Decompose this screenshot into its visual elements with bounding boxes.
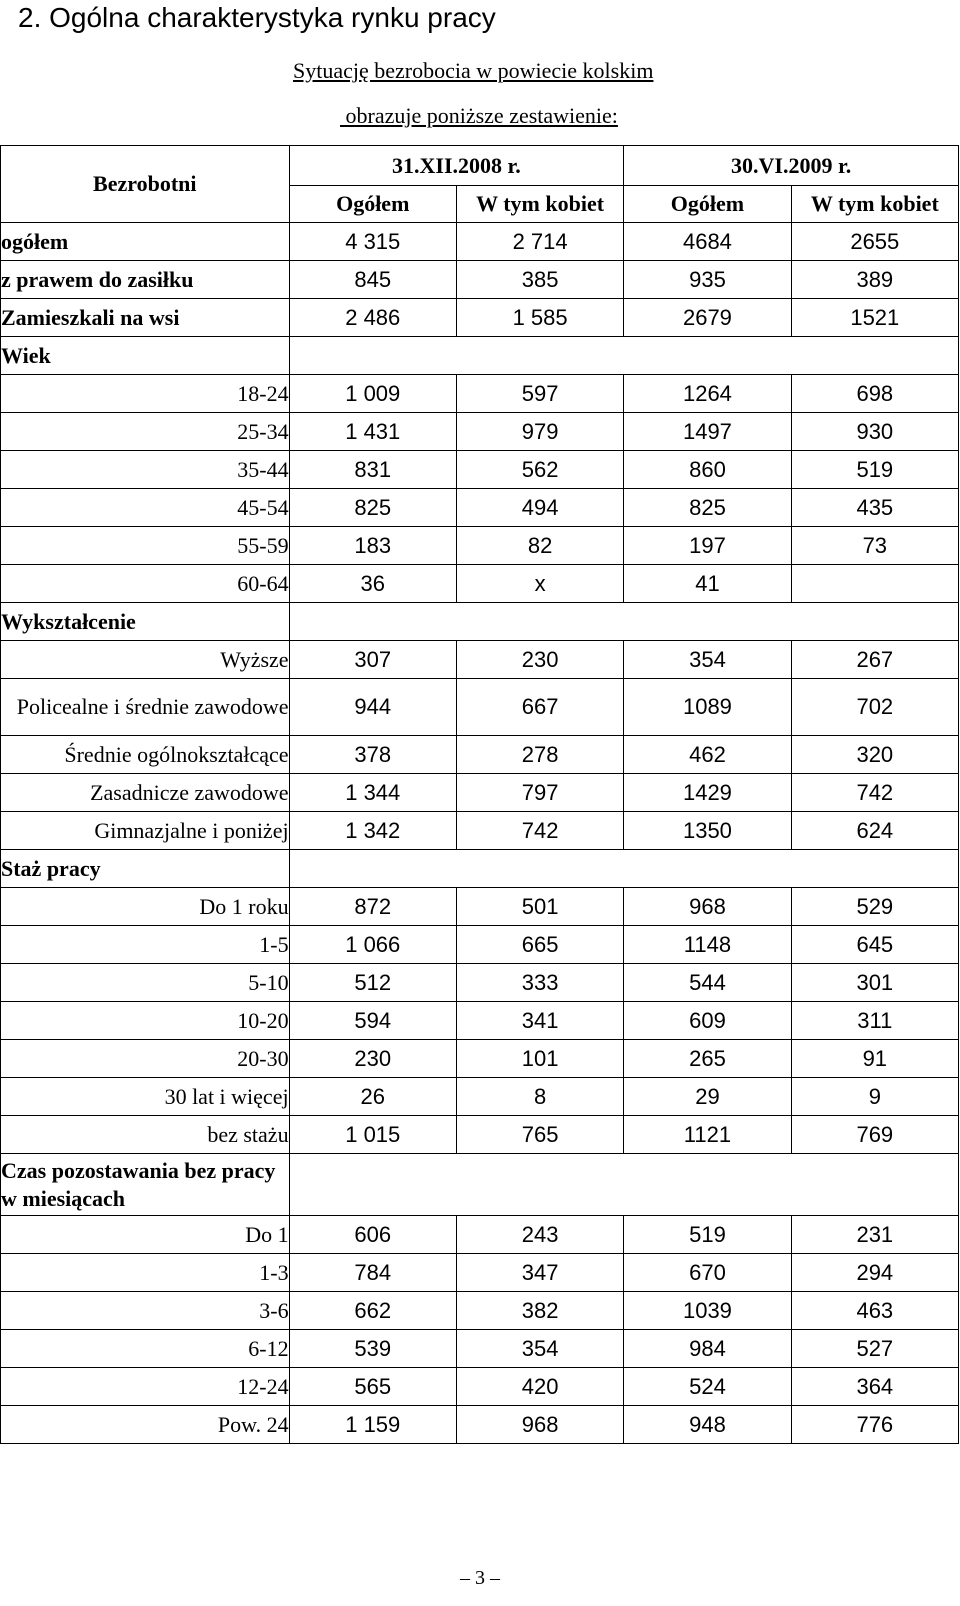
value-cell: 354 [624, 641, 791, 679]
row-label: bez stażu [1, 1116, 290, 1154]
header-period-2009: 30.VI.2009 r. [624, 146, 959, 186]
value-cell: 385 [456, 261, 623, 299]
value-cell: 825 [624, 489, 791, 527]
section-heading: 2. Ogólna charakterystyka rynku pracy [18, 2, 496, 33]
table-row [1, 223, 959, 261]
table-row [1, 1216, 959, 1254]
value-cell: 765 [456, 1116, 623, 1154]
value-cell: 524 [624, 1368, 791, 1406]
table-row [1, 736, 959, 774]
value-cell: 364 [791, 1368, 958, 1406]
page-number: – 3 – [460, 1567, 500, 1589]
value-cell: 776 [791, 1406, 958, 1444]
value-cell: 2 486 [289, 299, 456, 337]
value-cell: 462 [624, 736, 791, 774]
value-cell: 1 342 [289, 812, 456, 850]
table-row [1, 413, 959, 451]
value-cell: 825 [289, 489, 456, 527]
value-cell: 948 [624, 1406, 791, 1444]
value-cell: 230 [456, 641, 623, 679]
subheader-ogolem-2009: Ogółem [624, 186, 791, 223]
intro-line-1: Sytuację bezrobocia w powiecie kolskim [293, 58, 654, 83]
table-row [1, 1254, 959, 1292]
value-cell: 265 [624, 1040, 791, 1078]
row-label: Zasadnicze zawodowe [1, 774, 290, 812]
value-cell: 1039 [624, 1292, 791, 1330]
table-row [1, 679, 959, 736]
value-cell: 501 [456, 888, 623, 926]
value-cell: 378 [289, 736, 456, 774]
value-cell: 1 066 [289, 926, 456, 964]
value-cell: 562 [456, 451, 623, 489]
row-label: 1-3 [1, 1254, 290, 1292]
value-cell: 784 [289, 1254, 456, 1292]
row-label: ogółem [1, 223, 290, 261]
value-cell: 435 [791, 489, 958, 527]
value-cell: 1497 [624, 413, 791, 451]
value-cell: 73 [791, 527, 958, 565]
value-cell [791, 565, 958, 603]
value-cell: 565 [289, 1368, 456, 1406]
value-cell: 29 [624, 1078, 791, 1116]
value-cell: 197 [624, 527, 791, 565]
value-cell: 231 [791, 1216, 958, 1254]
section-empty-cell [289, 603, 958, 641]
value-cell: 645 [791, 926, 958, 964]
value-cell: 984 [624, 1330, 791, 1368]
value-cell: 539 [289, 1330, 456, 1368]
value-cell: 944 [289, 679, 456, 736]
value-cell: 36 [289, 565, 456, 603]
value-cell: 1 344 [289, 774, 456, 812]
value-cell: 665 [456, 926, 623, 964]
subheader-kobiet-2008: W tym kobiet [456, 186, 623, 223]
value-cell: 968 [624, 888, 791, 926]
value-cell: 527 [791, 1330, 958, 1368]
value-cell: 979 [456, 413, 623, 451]
value-cell: 2 714 [456, 223, 623, 261]
value-cell: 1 431 [289, 413, 456, 451]
section-empty-cell [289, 1154, 958, 1216]
table-row [1, 1406, 959, 1444]
value-cell: 1429 [624, 774, 791, 812]
section-row [1, 603, 959, 641]
row-label: 35-44 [1, 451, 290, 489]
section-title: Staż pracy [1, 850, 290, 888]
value-cell: 512 [289, 964, 456, 1002]
row-label: 6-12 [1, 1330, 290, 1368]
value-cell: 1350 [624, 812, 791, 850]
value-cell: 301 [791, 964, 958, 1002]
row-label: 55-59 [1, 527, 290, 565]
header-bezrobotni: Bezrobotni [1, 146, 290, 223]
table-row [1, 489, 959, 527]
value-cell: 670 [624, 1254, 791, 1292]
table-row [1, 565, 959, 603]
subheader-kobiet-2009: W tym kobiet [791, 186, 958, 223]
row-label: Pow. 24 [1, 1406, 290, 1444]
value-cell: 389 [791, 261, 958, 299]
value-cell: 382 [456, 1292, 623, 1330]
row-label: Gimnazjalne i poniżej [1, 812, 290, 850]
header-period-2008: 31.XII.2008 r. [289, 146, 624, 186]
table-row [1, 1078, 959, 1116]
value-cell: 2655 [791, 223, 958, 261]
row-label: 20-30 [1, 1040, 290, 1078]
value-cell: 1264 [624, 375, 791, 413]
value-cell: 742 [791, 774, 958, 812]
value-cell: 769 [791, 1116, 958, 1154]
value-cell: 1 015 [289, 1116, 456, 1154]
value-cell: 872 [289, 888, 456, 926]
value-cell: x [456, 565, 623, 603]
value-cell: 341 [456, 1002, 623, 1040]
value-cell: 354 [456, 1330, 623, 1368]
section-row [1, 337, 959, 375]
table-row [1, 527, 959, 565]
row-label: Policealne i średnie zawodowe [1, 679, 290, 736]
value-cell: 544 [624, 964, 791, 1002]
value-cell: 529 [791, 888, 958, 926]
value-cell: 9 [791, 1078, 958, 1116]
section-title: Czas pozostawania bez pracy w miesiącach [1, 1154, 290, 1216]
value-cell: 1521 [791, 299, 958, 337]
value-cell: 606 [289, 1216, 456, 1254]
table-row [1, 641, 959, 679]
row-label: 18-24 [1, 375, 290, 413]
table-row [1, 812, 959, 850]
row-label: Wyższe [1, 641, 290, 679]
row-label: 45-54 [1, 489, 290, 527]
table-row [1, 1116, 959, 1154]
row-label: z prawem do zasiłku [1, 261, 290, 299]
value-cell: 463 [791, 1292, 958, 1330]
row-label: 10-20 [1, 1002, 290, 1040]
value-cell: 230 [289, 1040, 456, 1078]
value-cell: 243 [456, 1216, 623, 1254]
value-cell: 831 [289, 451, 456, 489]
table-row [1, 299, 959, 337]
value-cell: 1 009 [289, 375, 456, 413]
value-cell: 797 [456, 774, 623, 812]
value-cell: 91 [791, 1040, 958, 1078]
value-cell: 597 [456, 375, 623, 413]
section-title: Wiek [1, 337, 290, 375]
value-cell: 935 [624, 261, 791, 299]
value-cell: 4 315 [289, 223, 456, 261]
value-cell: 311 [791, 1002, 958, 1040]
table-row [1, 451, 959, 489]
value-cell: 333 [456, 964, 623, 1002]
value-cell: 1089 [624, 679, 791, 736]
row-label: 30 lat i więcej [1, 1078, 290, 1116]
table-row [1, 1330, 959, 1368]
value-cell: 2679 [624, 299, 791, 337]
intro-line-2: obrazuje poniższe zestawienie: [340, 103, 618, 128]
row-label: Do 1 roku [1, 888, 290, 926]
value-cell: 1148 [624, 926, 791, 964]
value-cell: 845 [289, 261, 456, 299]
value-cell: 101 [456, 1040, 623, 1078]
section-empty-cell [289, 850, 958, 888]
table-row [1, 926, 959, 964]
section-row [1, 850, 959, 888]
row-label: 5-10 [1, 964, 290, 1002]
section-row [1, 1154, 959, 1216]
table-row [1, 1368, 959, 1406]
value-cell: 594 [289, 1002, 456, 1040]
value-cell: 347 [456, 1254, 623, 1292]
table-row [1, 888, 959, 926]
value-cell: 41 [624, 565, 791, 603]
value-cell: 82 [456, 527, 623, 565]
value-cell: 968 [456, 1406, 623, 1444]
table-row [1, 964, 959, 1002]
value-cell: 320 [791, 736, 958, 774]
value-cell: 26 [289, 1078, 456, 1116]
value-cell: 702 [791, 679, 958, 736]
value-cell: 860 [624, 451, 791, 489]
table-row [1, 1292, 959, 1330]
value-cell: 294 [791, 1254, 958, 1292]
row-label: 3-6 [1, 1292, 290, 1330]
table-row [1, 261, 959, 299]
value-cell: 278 [456, 736, 623, 774]
value-cell: 519 [624, 1216, 791, 1254]
row-label: 12-24 [1, 1368, 290, 1406]
value-cell: 519 [791, 451, 958, 489]
row-label: Średnie ogólnokształcące [1, 736, 290, 774]
row-label: 25-34 [1, 413, 290, 451]
table-row [1, 1040, 959, 1078]
value-cell: 420 [456, 1368, 623, 1406]
value-cell: 1 159 [289, 1406, 456, 1444]
value-cell: 4684 [624, 223, 791, 261]
value-cell: 930 [791, 413, 958, 451]
row-label: 1-5 [1, 926, 290, 964]
value-cell: 494 [456, 489, 623, 527]
row-label: 60-64 [1, 565, 290, 603]
value-cell: 1121 [624, 1116, 791, 1154]
value-cell: 183 [289, 527, 456, 565]
value-cell: 267 [791, 641, 958, 679]
table-row [1, 1002, 959, 1040]
table-row [1, 774, 959, 812]
section-empty-cell [289, 337, 958, 375]
unemployment-table [0, 145, 959, 1444]
value-cell: 307 [289, 641, 456, 679]
value-cell: 662 [289, 1292, 456, 1330]
value-cell: 667 [456, 679, 623, 736]
row-label: Zamieszkali na wsi [1, 299, 290, 337]
value-cell: 8 [456, 1078, 623, 1116]
value-cell: 609 [624, 1002, 791, 1040]
value-cell: 742 [456, 812, 623, 850]
row-label: Do 1 [1, 1216, 290, 1254]
value-cell: 1 585 [456, 299, 623, 337]
subheader-ogolem-2008: Ogółem [289, 186, 456, 223]
table-row [1, 375, 959, 413]
section-title: Wykształcenie [1, 603, 290, 641]
value-cell: 624 [791, 812, 958, 850]
value-cell: 698 [791, 375, 958, 413]
